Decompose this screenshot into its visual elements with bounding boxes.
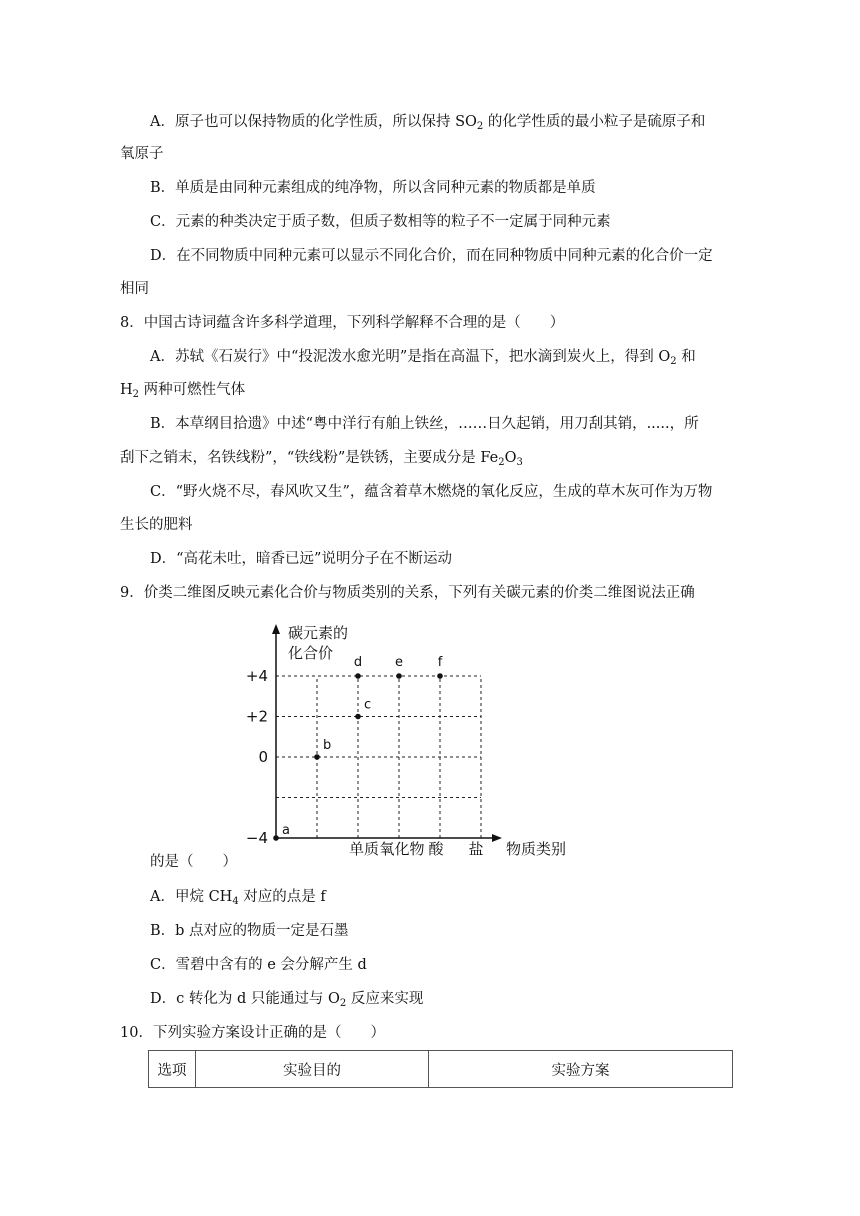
point-label-d: d: [353, 655, 363, 670]
q7-option-b: B．单质是由同种元素组成的纯净物，所以含同种元素的物质都是单质: [150, 180, 596, 196]
point-c: [355, 714, 361, 720]
q7-option-d-line2: 相同: [120, 281, 149, 297]
q7-option-d-line1: D．在不同物质中同种元素可以显示不同化合价，而在同种物质中同种元素的化合价一定: [150, 248, 713, 264]
y-tick-label: −4: [245, 829, 268, 847]
valence-category-chart: [236, 618, 566, 856]
q10-stem: 10．下列实验方案设计正确的是（ ）: [120, 1025, 385, 1041]
x-axis-arrow: [492, 834, 502, 842]
point-e: [396, 673, 402, 679]
q7-option-a-line2: 氧原子: [120, 146, 164, 162]
x-category-label: 单质: [348, 840, 380, 856]
x-category-label: 氧化物: [379, 840, 425, 856]
y-axis-label-line1: 碳元素的: [288, 624, 349, 642]
q9-stem: 9．价类二维图反映元素化合价与物质类别的关系，下列有关碳元素的价类二维图说法正确: [120, 585, 695, 601]
q9-option-d: D．c 转化为 d 只能通过与 $O_2$ 反应来实现: [150, 991, 424, 1009]
header-option: 选项: [149, 1051, 196, 1088]
q8-option-a-line1: A．苏轼《石炭行》中“投泥泼水愈光明”是指在高温下，把水滴到炭火上，得到 $O_2$ 和: [150, 349, 696, 367]
point-d: [355, 673, 361, 679]
point-label-c: c: [364, 697, 372, 713]
q9-option-c: C．雪碧中含有的 e 会分解产生 d: [150, 957, 367, 973]
q8-option-d: D．“高花未吐，暗香已远”说明分子在不断运动: [150, 551, 452, 567]
x-category-label: 盐: [468, 840, 484, 856]
y-axis-arrow: [272, 624, 280, 634]
y-tick-label: 0: [258, 748, 268, 766]
point-label-e: e: [395, 655, 403, 670]
q8-option-c-line2: 生长的肥料: [120, 517, 193, 533]
header-plan: 实验方案: [429, 1051, 733, 1088]
q8-option-b-line2: 刮下之销末，名铁线粉”，“铁线粉”是铁锈，主要成分是 $Fe_2O_3$: [120, 450, 523, 468]
q10-options-table: [148, 1050, 733, 1088]
q8-option-c-line1: C．“野火烧不尽，春风吹又生”，蕴含着草木燃烧的氧化反应，生成的草木灰可作为万物: [150, 484, 713, 500]
chart-category-labels: [349, 840, 484, 856]
point-label-a: a: [282, 823, 290, 838]
chart-grid: [276, 676, 481, 838]
point-f: [437, 673, 443, 679]
q9-option-b: B．b 点对应的物质一定是石墨: [150, 923, 349, 939]
q9-stem-tail: 的是（ ）: [150, 854, 237, 870]
point-label-b: b: [323, 738, 332, 753]
q7-option-c: C．元素的种类决定于质子数，但质子数相等的粒子不一定属于同种元素: [150, 214, 611, 230]
x-axis-label: 物质类别: [506, 840, 566, 856]
q8-option-a-line2: $H_2$ 两种可燃性气体: [120, 382, 246, 400]
header-goal: 实验目的: [196, 1051, 429, 1088]
q7-option-a-line1: A．原子也可以保持物质的化学性质，所以保持 $SO_2$ 的化学性质的最小粒子是硫原子和: [150, 114, 706, 132]
y-axis-label-line2: 化合价: [288, 644, 334, 662]
y-tick-label: +4: [245, 667, 268, 685]
q8-option-b-line1: B．本草纲目拾遗》中述“粤中洋行有舶上铁丝，……日久起销，用刀刮其销，.....，所: [150, 416, 699, 432]
point-a: [273, 835, 279, 841]
y-tick-label: +2: [245, 707, 268, 726]
point-b: [314, 754, 320, 760]
point-label-f: f: [437, 655, 443, 670]
q8-stem: 8．中国古诗词蕴含许多科学道理，下列科学解释不合理的是（ ）: [120, 315, 565, 331]
table-header-row: [149, 1051, 733, 1088]
chart-tick-labels: [246, 667, 268, 847]
x-category-label: 酸: [428, 840, 444, 856]
q9-option-a: A．甲烷 $CH_4$ 对应的点是 f: [150, 889, 326, 907]
